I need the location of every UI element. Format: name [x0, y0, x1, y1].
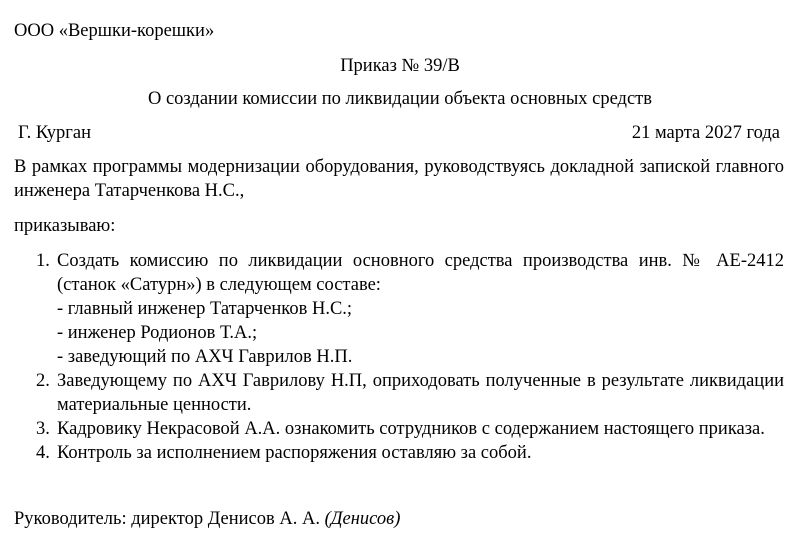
- order-word: приказываю:: [14, 216, 116, 236]
- order-item-4: [36, 441, 784, 465]
- item-text: Контроль за исполнением распоряжения оставляю за собой.: [57, 443, 532, 463]
- document-subject: О создании комиссии по ликвидации объекта основных средств: [147, 89, 652, 109]
- preamble-paragraph: В рамках программы модернизации оборудования, руководствуясь докладной запиской главного инженера Татарченкова Н.С.,: [14, 157, 784, 201]
- signature-label: Руководитель: директор Денисов А. А.: [14, 509, 320, 529]
- document-city: Г. Курган: [18, 123, 92, 143]
- item-number: 4.: [36, 443, 50, 463]
- order-items-list: [36, 249, 784, 465]
- commission-member: - инженер Родионов Т.А.;: [57, 323, 258, 343]
- item-number: 2.: [36, 371, 50, 391]
- document-title: Приказ № 39/В: [340, 56, 460, 76]
- document-date: 21 марта 2027 года: [631, 123, 780, 143]
- signature-name: (Денисов): [324, 509, 401, 529]
- organization-name: ООО «Вершки-корешки»: [14, 21, 215, 41]
- item-number: 3.: [36, 419, 50, 439]
- item-number: 1.: [36, 251, 50, 271]
- commission-member: - заведующий по АХЧ Гаврилов Н.П.: [57, 347, 353, 367]
- order-item-2: [36, 369, 784, 417]
- item-text: Кадровику Некрасовой А.А. ознакомить сотрудников с содержанием настоящего приказа.: [57, 419, 765, 439]
- order-item-3: [36, 417, 784, 441]
- signature-line: [14, 507, 400, 531]
- item-text: Заведующему по АХЧ Гаврилову Н.П, оприходовать полученные в результате ликвидации материальные ценности.: [57, 371, 784, 415]
- order-item-1: [36, 249, 784, 369]
- commission-member: - главный инженер Татарченков Н.С.;: [57, 299, 353, 319]
- item-text: Создать комиссию по ликвидации основного средства производства инв. № АЕ-2412 (станок «Сатурн») в следующем составе:: [57, 251, 784, 295]
